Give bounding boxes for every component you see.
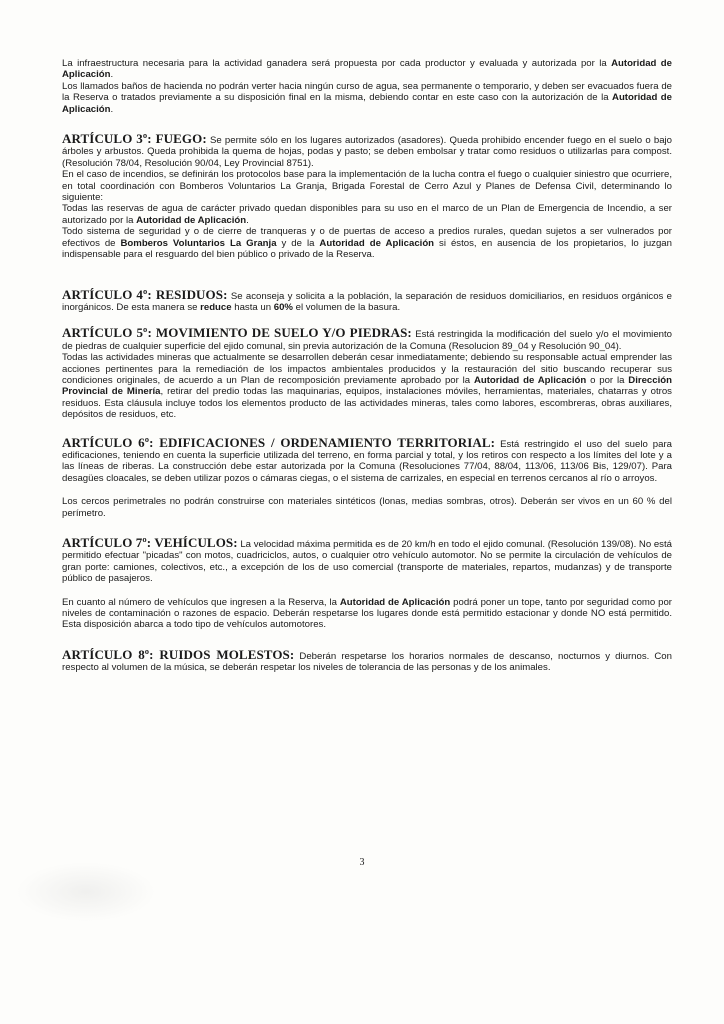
article-5-paragraph-2: Todas las actividades mineras que actualmente se desarrollen deberán cesar inmediatamente; debiendo su responsable actual emprender las acciones pertinentes para la remediación de los impactos ambientales producidos y la restauración del sitio buscando recuperar sus condiciones originales, de acuerdo a un Plan de recomposición previamente aprobado por la Autoridad de Aplicación o por la Dirección Provincial de Minería, retirar del predio todas las maquinarias, equipos, instalaciones móviles, herramientas, materiales, chatarras y otros residuos. Esta cláusula incluye todos los elementos producto de las actividades mineras, tales como labores, escombreras, obras auxiliares, depósitos de residuos, etc.	[62, 352, 672, 421]
article-5: ARTÍCULO 5º: MOVIMIENTO DE SUELO Y/O PIEDRAS: Está restringida la modificación del suelo y/o el movimiento de piedras de cualquier superficie del ejido comunal, sin previa autorización de la Comuna (Resolucion 89_04 y Resolución 90_04). Todas las actividades mineras que actualmente se desarrollen deberán cesar inmediatamente; debiendo su responsable actual emprender las acciones pertinentes para la remediación de los impactos ambientales producidos y la restauración del sitio buscando recuperar sus condiciones originales, de acuerdo a un Plan de recomposición previamente aprobado por la Autoridad de Aplicación o por la Dirección Provincial de Minería, retirar del predio todas las maquinarias, equipos, instalaciones móviles, herramientas, materiales, chatarras y otros residuos. Esta cláusula incluye todos los elementos producto de las actividades mineras, tales como labores, escombreras, obras auxiliares, depósitos de residuos, etc.	[62, 325, 672, 421]
article-8: ARTÍCULO 8º: RUIDOS MOLESTOS: Deberán respetarse los horarios normales de descanso, nocturnos y diurnos. Con respecto al volumen de la música, se deberán respetar los niveles de tolerancia de las personas y de los animales.	[62, 646, 672, 674]
article-6: ARTÍCULO 6º: EDIFICACIONES / ORDENAMIENTO TERRITORIAL: Está restringido el uso del suelo para edificaciones, teniendo en cuenta la superficie utilizada del terreno, en forma parcial y total, y los retiros con respecto a los límites del lote y a las líneas de riberas. La construcción debe estar autorizada por la Comuna (Resoluciones 77/04, 88/04, 113/06, 113/06 Bis, 129/07). Para desagües cloacales, se deben utilizar pozos o cámaras ciegas, o el sistema de carrizales, en especial en terrenos cercanos al río o arroyos. Los cercos perimetrales no podrán construirse con materiales sintéticos (lonas, medias sombras, otros). Deberán ser vivos en un 60 % del perímetro.	[62, 434, 672, 519]
article-4: ARTÍCULO 4º: RESIDUOS: Se aconseja y solicita a la población, la separación de residuos domiciliarios, en residuos orgánicos e inorgánicos. De esta manera se reduce hasta un 60% el volumen de la basura.	[62, 286, 672, 313]
article-7-heading: ARTÍCULO 7º: VEHÍCULOS:	[62, 535, 238, 550]
intro-paragraph-1: La infraestructura necesaria para la actividad ganadera será propuesta por cada productor y evaluada y autorizada por la Autoridad de Aplicación.	[62, 58, 672, 81]
article-3-paragraph-4: Todo sistema de seguridad y o de cierre de tranqueras y o de puertas de acceso a predios rurales, quedan sujetos a ser vulnerados por efectivos de Bomberos Voluntarios La Granja y de la Autoridad de Aplicación si éstos, en ausencia de los propietarios, lo juzgan indispensable para el resguardo del bien público o privado de la Reserva.	[62, 226, 672, 261]
article-6-paragraph-2: Los cercos perimetrales no podrán construirse con materiales sintéticos (lonas, medias sombras, otros). Deberán ser vivos en un 60 % del perímetro.	[62, 496, 672, 519]
article-8-heading: ARTÍCULO 8º: RUIDOS MOLESTOS:	[62, 646, 295, 662]
article-6-heading: ARTÍCULO 6º: EDIFICACIONES / ORDENAMIENTO TERRITORIAL:	[62, 434, 496, 450]
article-4-heading: ARTÍCULO 4º: RESIDUOS:	[62, 286, 228, 302]
page-number: 3	[359, 857, 365, 868]
article-5-heading: ARTÍCULO 5º: MOVIMIENTO DE SUELO Y/O PIEDRAS:	[62, 325, 412, 341]
intro-paragraph-2: Los llamados baños de hacienda no podrán verter hacia ningún curso de agua, sea permanente o temporario, y deben ser evacuados fuera de la Reserva o tratados previamente a su disposición final en la misma, debiendo contar en este caso con la autorización de la Autoridad de Aplicación.	[62, 80, 672, 115]
article-3-heading: ARTÍCULO 3º: FUEGO:	[62, 131, 207, 147]
article-7-paragraph-2: En cuanto al número de vehículos que ingresen a la Reserva, la Autoridad de Aplicación podrá poner un tope, tanto por seguridad como por niveles de contaminación o razones de espacio. Deberán respetarse los lugares donde está permitido estacionar y donde NO está permitido. Esta disposición abarca a todo tipo de vehículos automotores.	[62, 596, 672, 631]
article-3-paragraph-2: En el caso de incendios, se definirán los protocolos base para la implementación de la lucha contra el fuego o cualquier siniestro que ocurriere, en total coordinación con Bomberos Voluntarios La Granja, Brigada Forestal de Cerro Azul y Planes de Defensa Civil, determinando lo siguiente:	[62, 169, 672, 204]
article-7: ARTÍCULO 7º: VEHÍCULOS: La velocidad máxima permitida es de 20 km/h en todo el ejido comunal. (Resolución 139/08). No está permitido efectuar "picadas" con motos, cuadriciclos, autos, o cualquier otro vehículo automotor. No se permite la circulación de vehículos de gran porte: camiones, colectivos, etc., a excepción de los de uso comercial (transporte de materiales, repartos, mudanzas) y de transporte público de pasajeros. En cuanto al número de vehículos que ingresen a la Reserva, la Autoridad de Aplicación podrá poner un tope, tanto por seguridad como por niveles de contaminación o razones de espacio. Deberán respetarse los lugares donde está permitido estacionar y donde NO está permitido. Esta disposición abarca a todo tipo de vehículos automotores.	[62, 535, 672, 631]
article-3: ARTÍCULO 3º: FUEGO: Se permite sólo en los lugares autorizados (asadores). Queda prohibido encender fuego en el suelo o bajo árboles y arbustos. Queda prohibida la quema de hojas, podas y pasto; se deben embolsar y tratar como residuos o utilizarlas para compost. (Resolución 78/04, Resolución 90/04, Ley Provincial 8751). En el caso de incendios, se definirán los protocolos base para la implementación de la lucha contra el fuego o cualquier siniestro que ocurriere, en total coordinación con Bomberos Voluntarios La Granja, Brigada Forestal de Cerro Azul y Planes de Defensa Civil, determinando lo siguiente: Todas las reservas de agua de carácter privado quedan disponibles para su uso en el marco de un Plan de Emergencia de Incendio, a ser autorizado por la Autoridad de Aplicación. Todo sistema de seguridad y o de cierre de tranqueras y o de puertas de acceso a predios rurales, quedan sujetos a ser vulnerados por efectivos de Bomberos Voluntarios La Granja y de la Autoridad de Aplicación si éstos, en ausencia de los propietarios, lo juzgan indispensable para el resguardo del bien público o privado de la Reserva.	[62, 131, 673, 261]
article-3-paragraph-3: Todas las reservas de agua de carácter privado quedan disponibles para su uso en el marco de un Plan de Emergencia de Incendio, a ser autorizado por la Autoridad de Aplicación.	[62, 203, 672, 226]
scan-smudge	[16, 862, 156, 922]
